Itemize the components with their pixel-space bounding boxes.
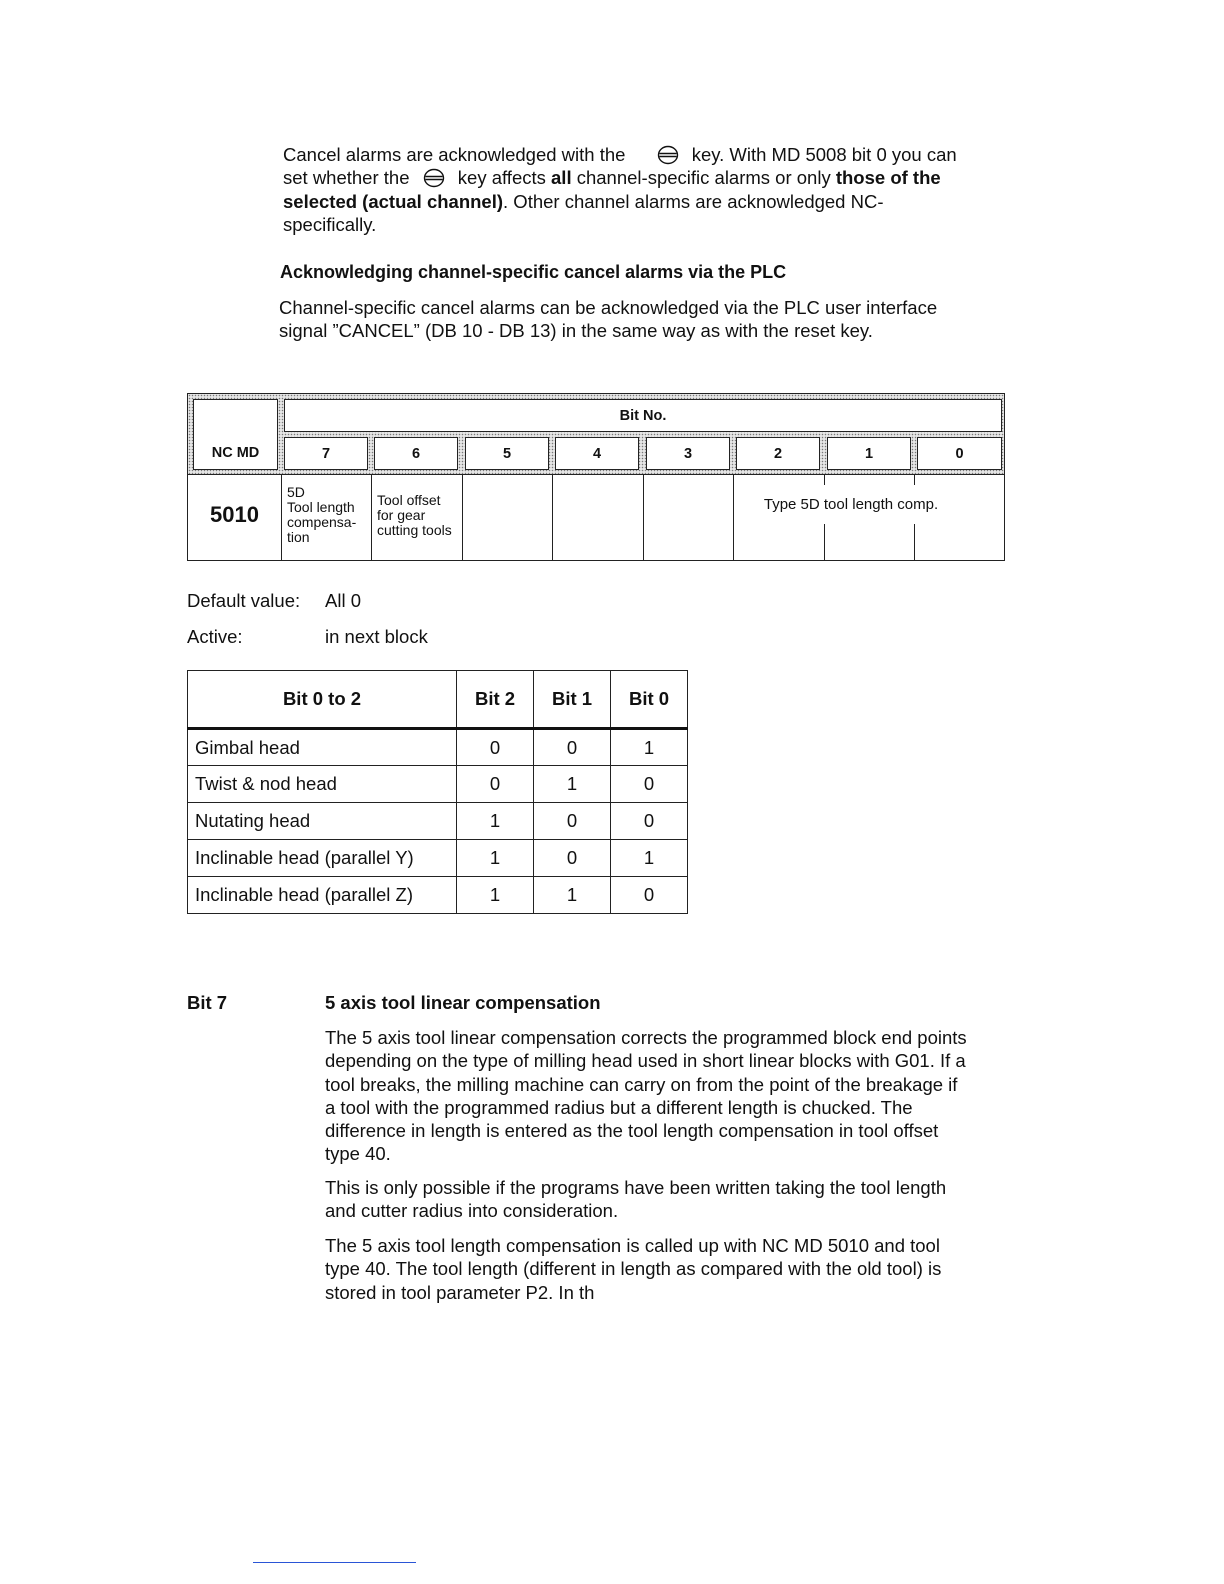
bit-value-cell: 0	[611, 803, 688, 840]
table-row	[188, 729, 688, 766]
bit7-paragraph-1	[325, 1026, 1025, 1166]
table-row	[188, 840, 688, 877]
bit-7-header: 7	[284, 437, 368, 470]
intro-line-2	[283, 166, 1003, 189]
intro-emphasis: those of the	[835, 167, 941, 189]
bit-value-cell: 0	[534, 840, 611, 877]
bit7-title: 5 axis tool linear compensation	[325, 992, 601, 1013]
table-header-row	[188, 671, 688, 729]
intro-text: channel-specific alarms or only	[576, 167, 831, 189]
md-number: 5010	[210, 502, 259, 527]
footer-link-underline	[253, 1562, 416, 1563]
divider-tick	[824, 475, 825, 485]
nc-md-header: NC MD	[193, 399, 278, 470]
paragraph-line: a tool with the programmed radius but a different length is chucked. The	[325, 1096, 913, 1118]
bit-value-cell: 1	[457, 840, 534, 877]
intro-text: Cancel alarms are acknowledged with the	[283, 144, 626, 165]
head-type-cell: Inclinable head (parallel Z)	[188, 877, 457, 914]
intro-emphasis: selected (actual channel)	[283, 190, 504, 212]
paragraph-line: difference in length is entered as the tool length compensation in tool offset	[325, 1120, 939, 1142]
intro-line-4	[283, 213, 1003, 236]
bit-0-header: 0	[917, 437, 1002, 470]
bit-value-cell: 0	[457, 766, 534, 803]
bit-value-cell: 1	[534, 877, 611, 914]
intro-line-1	[283, 143, 1003, 166]
plc-line-1: Channel-specific cancel alarms can be acknowledged via the PLC user interface	[279, 297, 938, 318]
bit-value-cell: 0	[611, 877, 688, 914]
head-type-cell: Nutating head	[188, 803, 457, 840]
bit-value-cell: 1	[611, 840, 688, 877]
paragraph-line: type 40.	[325, 1143, 391, 1165]
divider	[733, 475, 734, 561]
bit-value-cell: 1	[457, 877, 534, 914]
bit-2-header: 2	[736, 437, 820, 470]
active-value: in next block	[325, 626, 428, 647]
plc-paragraph	[279, 296, 1019, 343]
section-heading: Acknowledging channel-specific cancel alarms via the PLC	[280, 262, 787, 282]
table-row	[188, 803, 688, 840]
intro-paragraph	[283, 143, 1003, 236]
bit7-label: Bit 7	[187, 992, 228, 1013]
divider	[462, 475, 463, 561]
bit7-description	[287, 485, 356, 545]
bit-1-header: 1	[827, 437, 911, 470]
col-header: Bit 1	[534, 671, 611, 729]
default-value: All 0	[325, 590, 361, 611]
bit-4-header: 4	[555, 437, 639, 470]
paragraph-line: and cutter radius into consideration.	[325, 1200, 619, 1222]
paragraph-line: The 5 axis tool length compensation is called up with NC MD 5010 and tool	[325, 1235, 940, 1256]
intro-text: . Other channel alarms are acknowledged NC-	[503, 190, 884, 212]
bit-no-header: Bit No.	[284, 399, 1002, 432]
divider	[552, 475, 553, 561]
paragraph-line: depending on the type of milling head used in short linear blocks with G01. If a	[325, 1050, 966, 1072]
bit6-desc-line: Tool offset	[377, 492, 441, 508]
paragraph-line: This is only possible if the programs have been written taking the tool length	[325, 1177, 947, 1198]
divider	[824, 524, 825, 561]
table-row	[188, 877, 688, 914]
bits-0-2-description: Type 5D tool length comp.	[763, 496, 939, 513]
bit7-desc-line: 5D	[287, 484, 305, 500]
intro-text: specifically.	[283, 213, 377, 235]
cancel-key-icon	[423, 168, 445, 188]
col-header: Bit 0	[611, 671, 688, 729]
bit7-paragraph-2	[325, 1176, 1025, 1223]
bit-value-cell: 1	[534, 766, 611, 803]
paragraph-line: stored in tool parameter P2. In th	[325, 1281, 595, 1303]
bit-value-cell: 1	[457, 803, 534, 840]
bit-value-cell: 0	[611, 766, 688, 803]
plc-line-2: signal ”CANCEL” (DB 10 - DB 13) in the same way as with the reset key.	[279, 320, 873, 342]
default-label: Default value:	[187, 590, 301, 611]
paragraph-line: The 5 axis tool linear compensation corrects the programmed block end points	[325, 1027, 967, 1048]
bit7-paragraph-3	[325, 1234, 1025, 1304]
paragraph-line: type 40. The tool length (different in length as compared with the old tool) is	[325, 1258, 942, 1280]
bit-value-cell: 0	[534, 803, 611, 840]
bit-3-header: 3	[646, 437, 730, 470]
bit7-desc-line: tion	[287, 529, 310, 545]
cancel-key-icon	[657, 145, 679, 165]
divider	[643, 475, 644, 561]
bit6-description	[377, 493, 452, 538]
col-header: Bit 2	[457, 671, 534, 729]
intro-text: key. With MD 5008 bit 0 you can	[691, 144, 957, 165]
bit6-desc-line: cutting tools	[377, 522, 452, 538]
divider-tick	[914, 475, 915, 485]
divider	[914, 524, 915, 561]
paragraph-line: tool breaks, the milling machine can carry on from the point of the breakage if	[325, 1073, 958, 1095]
bit-value-cell: 0	[534, 729, 611, 766]
bit6-desc-line: for gear	[377, 507, 426, 523]
bit-6-header: 6	[374, 437, 458, 470]
table-row	[188, 766, 688, 803]
active-label: Active:	[187, 626, 243, 647]
head-type-table	[187, 670, 688, 914]
head-type-cell: Twist & nod head	[188, 766, 457, 803]
divider	[371, 475, 372, 561]
intro-line-3	[283, 190, 1003, 213]
head-type-cell: Inclinable head (parallel Y)	[188, 840, 457, 877]
bit7-desc-line: compensa-	[287, 514, 357, 530]
intro-text: set whether the	[283, 167, 410, 189]
bit-value-cell: 0	[457, 729, 534, 766]
bit-5-header: 5	[465, 437, 549, 470]
col-header: Bit 0 to 2	[188, 671, 457, 729]
intro-emphasis: all	[551, 167, 572, 189]
head-type-cell: Gimbal head	[188, 729, 457, 766]
bit7-desc-line: Tool length	[287, 499, 355, 515]
divider	[281, 475, 282, 561]
bit-value-cell: 1	[611, 729, 688, 766]
intro-text: key affects	[457, 167, 546, 189]
